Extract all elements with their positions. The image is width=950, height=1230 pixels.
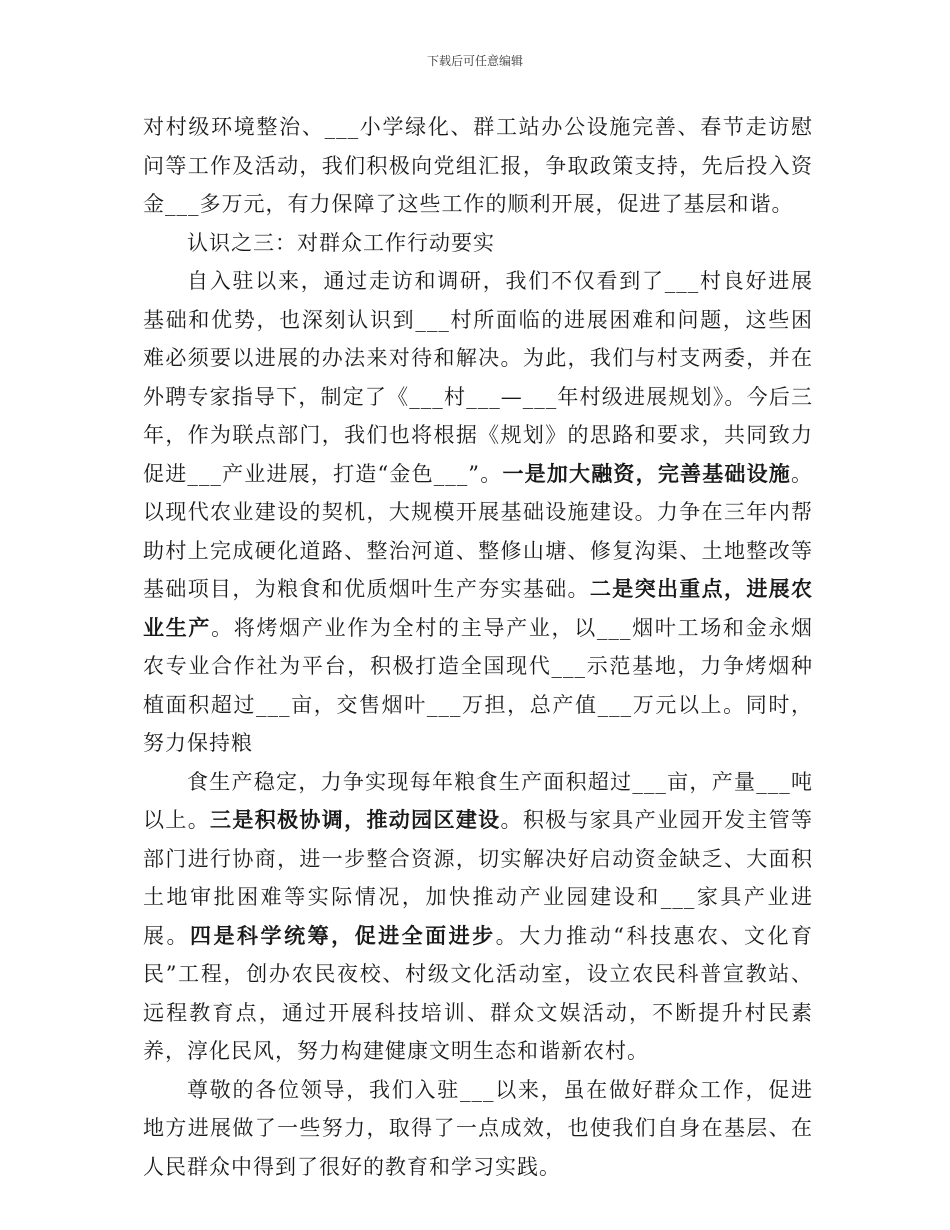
paragraph: [143, 1071, 813, 1187]
paragraph: [143, 763, 813, 1071]
text-run: 自入驻以来，通过走访和调研，我们不仅看到了___村良好进展基础和优势，也深刻认识到___村所面临的进展困难和问题，这些困难必须要以进展的办法来对待和解决。为此，我们与村支两委，并在外聘专家指导下，制定了《___村___—___年村级进展规划》。今后三年，作为联点部门，我们也将根据《规划》的思路和要求，共同致力促进___产业进展，打造“金色___”。: [143, 269, 813, 486]
text-run: 认识之三：对群众工作行动要实: [187, 230, 495, 255]
bold-text-run: 二是突出重点，进展农业生产: [143, 576, 814, 640]
page-header: 下载后可任意编辑: [426, 54, 523, 68]
paragraph: [143, 108, 813, 224]
text-run: 对村级环境整治、___小学绿化、群工站办公设施完善、春节走访慰问等工作及活动，我们积极向党组汇报，争取政策支持，先后投入资金___多万元，有力保障了这些工作的顺利开展，促进了基层和谐。: [143, 115, 813, 216]
bold-text-run: 一是加大融资，完善基础设施: [502, 460, 791, 486]
text-run: 食生产稳定，力争实现每年粮食生产面积超过___亩，产量___吨以上。: [143, 769, 813, 832]
bold-text-run: 三是积极协调，推动园区建设: [210, 807, 501, 832]
text-run: 。大力推动“科技惠农、文化育民”工程，创办农民夜校、村级文化活动室，设立农民科普宣教站、远程教育点，通过开展科技培训、群众文娱活动，不断提升村民素养，淳化民风，努力构建健康文明生态和谐新农村。: [143, 923, 814, 1063]
bold-text-run: 四是科学统筹，促进全面进步: [190, 922, 496, 948]
text-run: 尊敬的各位领导，我们入驻___以来，虽在做好群众工作，促进地方进展做了一些努力，取得了一点成效，也使我们自身在基层、在人民群众中得到了很好的教育和学习实践。: [143, 1077, 813, 1179]
text-run: 。积极与家具产业园开发主管等部门进行协商，进一步整合资源，切实解决好启动资金缺乏、大面积土地审批困难等实际情况，加快推动产业园建设和___家具产业进展。: [143, 808, 814, 948]
section-heading: [143, 224, 813, 263]
document-body: [143, 108, 813, 1186]
text-run: 。以现代农业建设的契机，大规模开展基础设施建设。力争在三年内帮助村上完成硬化道路、整治河道、整修山塘、修复沟渠、土地整改等基础项目，为粮食和优质烟叶生产夯实基础。: [143, 461, 813, 601]
paragraph: [143, 262, 813, 763]
text-run: 。将烤烟产业作为全村的主导产业，以___烟叶工场和金永烟农专业合作社为平台，积极打造全国现代___示范基地，力争烤烟种植面积超过___亩，交售烟叶___万担，总产值___万元以上。同时，努力保持粮: [143, 615, 814, 755]
